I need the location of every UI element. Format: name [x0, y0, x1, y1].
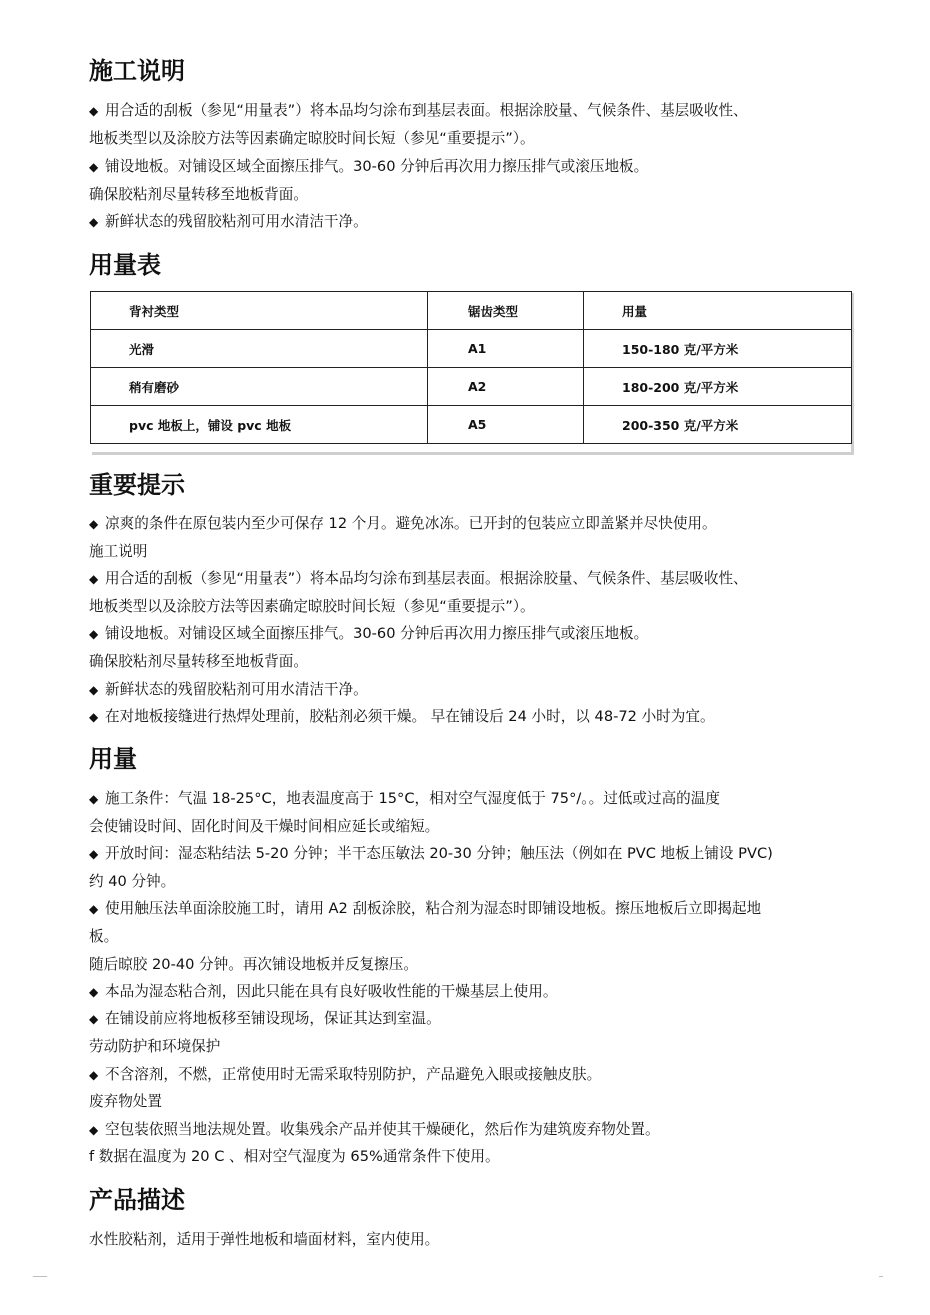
table-cell: 200-350 克/平方米	[584, 406, 852, 444]
section-title-notes: 重要提示	[89, 471, 185, 499]
header-notch-type: 锯齿类型	[428, 292, 584, 330]
bullet-icon: ◆	[89, 1068, 99, 1082]
bullet-icon: ◆	[89, 1012, 99, 1026]
notes-line-2: 施工说明	[89, 543, 148, 560]
dosage-line-9: ◆ 在铺设前应将地板移至铺设现场，保证其达到室温。	[89, 1010, 441, 1027]
dosage-line-1: ◆ 施工条件：气温 18-25°C，地表温度高于 15°C，相对空气湿度低于 75°/。。过低或过高的温度	[89, 790, 720, 807]
page-footer-mark	[33, 1276, 47, 1277]
bullet-icon: ◆	[89, 627, 99, 641]
table-cell: pvc 地板上，铺设 pvc 地板	[91, 406, 428, 444]
bullet-icon: ◆	[89, 572, 99, 586]
dosage-line-14: f 数据在温度为 20 C 、相对空气湿度为 65%通常条件下使用。	[89, 1148, 500, 1165]
bullet-icon: ◆	[89, 160, 99, 174]
dosage-line-10: 劳动防护和环境保护	[89, 1038, 221, 1055]
dosage-line-13: ◆ 空包装依照当地法规处置。收集残余产品并使其干燥硬化，然后作为建筑废弃物处置。	[89, 1121, 660, 1138]
bullet-icon: ◆	[89, 710, 99, 724]
bullet-icon: ◆	[89, 683, 99, 697]
dosage-line-11: ◆ 不含溶剂，不燃，正常使用时无需采取特别防护，产品避免入眼或接触皮肤。	[89, 1066, 602, 1083]
notes-line-3: ◆ 用合适的刮板（参见“用量表”）将本品均匀涂布到基层表面。根据涂胶量、气候条件、基层吸收性、	[89, 570, 748, 587]
instructions-line-5: ◆ 新鲜状态的残留胶粘剂可用水清洁干净。	[89, 213, 368, 230]
dosage-line-5: ◆ 使用触压法单面涂胶施工时，请用 A2 刮板涂胶，粘合剂为湿态时即铺设地板。擦压地板后立即揭起地	[89, 900, 762, 917]
dosage-line-12: 废弃物处置	[89, 1093, 162, 1110]
dosage-line-6: 板。	[89, 928, 119, 945]
section-title-description: 产品描述	[89, 1186, 185, 1214]
table-shadow	[92, 452, 854, 455]
notes-line-6: 确保胶粘剂尽量转移至地板背面。	[89, 653, 308, 670]
dosage-line-7: 随后晾胶 20-40 分钟。再次铺设地板并反复擦压。	[89, 956, 418, 973]
table-cell: 180-200 克/平方米	[584, 368, 852, 406]
notes-line-8: ◆ 在对地板接缝进行热焊处理前，胶粘剂必须干燥。 早在铺设后 24 小时，以 48-72 小时为宜。	[89, 708, 715, 725]
instructions-line-4: 确保胶粘剂尽量转移至地板背面。	[89, 186, 308, 203]
table-row	[91, 330, 852, 368]
header-amount: 用量	[584, 292, 852, 330]
instructions-line-1: ◆ 用合适的刮板（参见“用量表”）将本品均匀涂布到基层表面。根据涂胶量、气候条件、基层吸收性、	[89, 102, 748, 119]
bullet-icon: ◆	[89, 847, 99, 861]
section-title-instructions: 施工说明	[89, 57, 185, 85]
dosage-line-2: 会使铺设时间、固化时间及干燥时间相应延长或缩短。	[89, 818, 440, 835]
bullet-icon: ◆	[89, 985, 99, 999]
table-row	[91, 406, 852, 444]
bullet-icon: ◆	[89, 792, 99, 806]
section-title-usage-table: 用量表	[89, 251, 161, 279]
table-cell: 光滑	[91, 330, 428, 368]
notes-line-4: 地板类型以及涂胶方法等因素确定晾胶时间长短（参见“重要提示”）。	[89, 598, 535, 615]
notes-line-7: ◆ 新鲜状态的残留胶粘剂可用水清洁干净。	[89, 681, 368, 698]
table-cell: 150-180 克/平方米	[584, 330, 852, 368]
section-title-dosage: 用量	[89, 745, 137, 773]
dosage-line-4: 约 40 分钟。	[89, 873, 176, 890]
bullet-icon: ◆	[89, 1123, 99, 1137]
bullet-icon: ◆	[89, 902, 99, 916]
dosage-line-3: ◆ 开放时间：湿态粘结法 5-20 分钟；半干态压敏法 20-30 分钟；触压法（例如在 PVC 地板上铺设 PVC)	[89, 845, 773, 862]
table-cell: A2	[428, 368, 584, 406]
table-header-row	[91, 292, 852, 330]
bullet-icon: ◆	[89, 517, 99, 531]
page-footer-mark	[879, 1276, 883, 1277]
header-backing-type: 背衬类型	[91, 292, 428, 330]
bullet-icon: ◆	[89, 215, 99, 229]
table-cell: A1	[428, 330, 584, 368]
instructions-line-2: 地板类型以及涂胶方法等因素确定晾胶时间长短（参见“重要提示”）。	[89, 130, 535, 147]
bullet-icon: ◆	[89, 104, 99, 118]
table-row	[91, 368, 852, 406]
table-cell: 稍有磨砂	[91, 368, 428, 406]
dosage-line-8: ◆ 本品为湿态粘合剂，因此只能在具有良好吸收性能的干燥基层上使用。	[89, 983, 558, 1000]
notes-line-5: ◆ 铺设地板。对铺设区域全面擦压排气。30-60 分钟后再次用力擦压排气或滚压地板。	[89, 625, 649, 642]
table-cell: A5	[428, 406, 584, 444]
usage-table	[90, 291, 852, 444]
description-line-1: 水性胶粘剂，适用于弹性地板和墙面材料，室内使用。	[89, 1231, 440, 1248]
notes-line-1: ◆ 凉爽的条件在原包装内至少可保存 12 个月。避免冰冻。已开封的包装应立即盖紧并尽快使用。	[89, 515, 717, 532]
instructions-line-3: ◆ 铺设地板。对铺设区域全面擦压排气。30-60 分钟后再次用力擦压排气或滚压地板。	[89, 158, 649, 175]
